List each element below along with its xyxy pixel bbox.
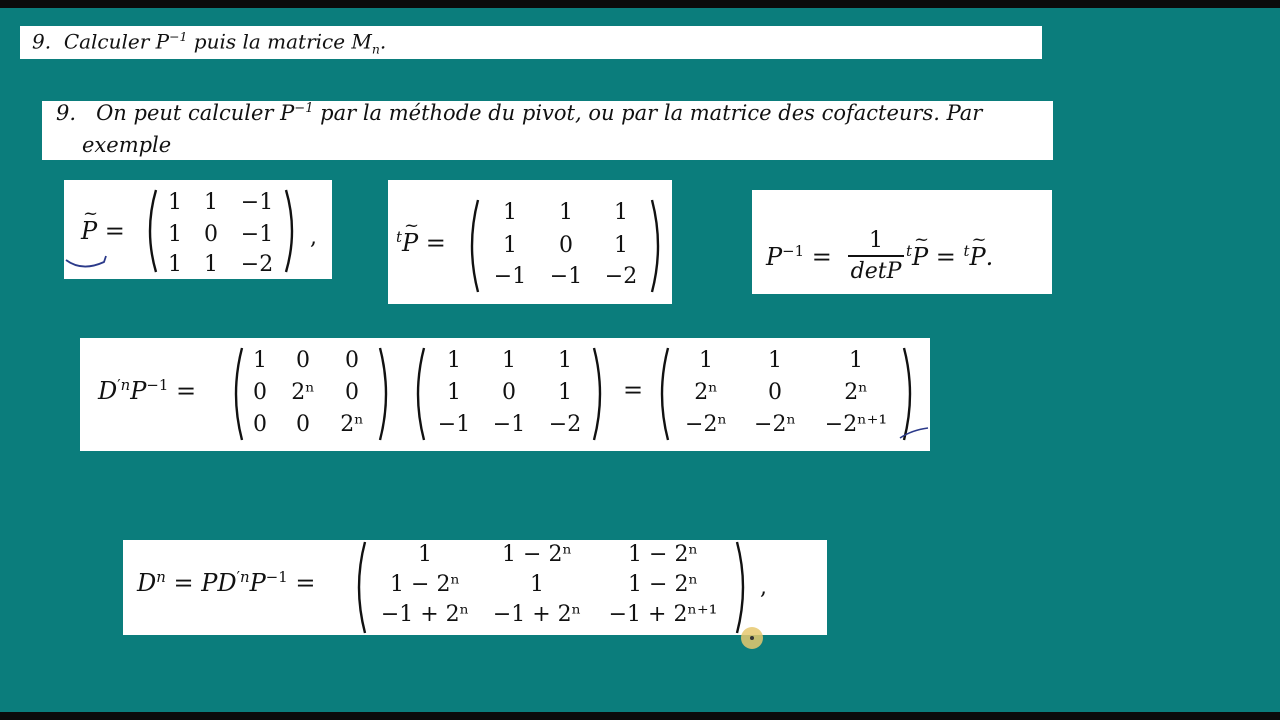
question-p: P bbox=[155, 29, 170, 54]
question-inverse-exp: −1 bbox=[169, 29, 188, 44]
question-number: 9. bbox=[32, 29, 52, 54]
dn-cell: 1 − 2ⁿ bbox=[628, 542, 698, 567]
fraction-denominator: detP bbox=[850, 259, 902, 284]
dnp-m1-cell: 0 bbox=[253, 380, 267, 405]
transpose-t: t bbox=[906, 242, 912, 260]
dnp-m3-cell: 1 bbox=[768, 348, 782, 373]
t-p-tilde-cell: 1 bbox=[503, 200, 517, 225]
dn-cell: −1 + 2ⁿ bbox=[492, 602, 582, 627]
p-inverse-end: . bbox=[985, 243, 994, 271]
dn-cell: 1 − 2ⁿ bbox=[502, 542, 572, 567]
dnp-m3-cell: 1 bbox=[849, 348, 863, 373]
dnp-m2-cell: 0 bbox=[502, 380, 516, 405]
dnp-m2-right-paren bbox=[592, 346, 608, 442]
question-m: M bbox=[351, 29, 372, 54]
p-inverse-fraction bbox=[848, 228, 904, 284]
dnp-n: n bbox=[120, 376, 131, 394]
p-inverse-equals-2: = bbox=[928, 243, 964, 271]
dnp-m1-right-paren bbox=[378, 346, 394, 442]
dnp-m2-cell: 1 bbox=[558, 380, 572, 405]
p-tilde-right-paren bbox=[284, 188, 300, 274]
p-tilde-symbol: ~ P bbox=[970, 243, 986, 271]
answer-number: 9. bbox=[56, 101, 77, 125]
dn-comma: , bbox=[760, 575, 767, 600]
dn-eq: = bbox=[165, 569, 202, 597]
dnp-card bbox=[80, 338, 930, 451]
p-inverse-equals: = bbox=[811, 243, 832, 271]
dnp-d: D bbox=[98, 377, 118, 405]
dn-cell: 1 − 2ⁿ bbox=[628, 572, 698, 597]
dnp-p: P bbox=[130, 377, 147, 405]
p-tilde-cell: 1 bbox=[168, 222, 182, 247]
p-tilde-comma: , bbox=[310, 225, 317, 250]
dnp-m1-cell: 0 bbox=[253, 412, 267, 437]
p-tilde-equals: = bbox=[104, 217, 125, 245]
dnp-equals-2: = bbox=[623, 376, 644, 404]
t-p-tilde-cell: 1 bbox=[614, 233, 628, 258]
dnp-m1-cell: 0 bbox=[296, 348, 310, 373]
dn-left-paren bbox=[351, 540, 367, 635]
dnp-m3-cell: 1 bbox=[699, 348, 713, 373]
dnp-m3-cell: 2ⁿ bbox=[844, 380, 868, 405]
p-inverse-card bbox=[752, 190, 1052, 294]
p-tilde-cell: 1 bbox=[168, 252, 182, 277]
p-tilde-card bbox=[64, 180, 332, 279]
dnp-lhs bbox=[98, 376, 196, 405]
cursor-pointer-highlight bbox=[741, 627, 763, 649]
answer-line-2: exemple bbox=[82, 133, 172, 157]
dnp-m2-cell: 1 bbox=[447, 348, 461, 373]
dnp-m3-cell: −2ⁿ bbox=[754, 412, 796, 437]
dnp-m3-left-paren bbox=[654, 346, 670, 442]
p-tilde-cell: −1 bbox=[240, 190, 274, 215]
p-inverse-exp: −1 bbox=[782, 242, 805, 260]
dn-pd: PD bbox=[201, 569, 237, 597]
dn-cell: 1 bbox=[418, 542, 432, 567]
question-card bbox=[20, 26, 1042, 59]
p-inverse-rhs bbox=[906, 242, 993, 271]
t-p-tilde-cell: 1 bbox=[559, 200, 573, 225]
dnp-equals: = bbox=[175, 377, 197, 405]
dnp-m1-cell: 0 bbox=[345, 380, 359, 405]
dn-cell: −1 + 2ⁿ⁺¹ bbox=[608, 602, 718, 627]
t-p-tilde-equals: = bbox=[425, 229, 446, 257]
dnp-m3-cell: 0 bbox=[768, 380, 782, 405]
dn-cell: −1 + 2ⁿ bbox=[380, 602, 470, 627]
fraction-numerator: 1 bbox=[869, 228, 883, 253]
handwritten-underline-mark bbox=[64, 252, 112, 272]
dn-prime: ′ bbox=[236, 568, 240, 586]
answer-line1-after: par la méthode du pivot, ou par la matrice des cofacteurs. Par bbox=[313, 101, 983, 125]
p-tilde-cell: −1 bbox=[240, 222, 274, 247]
p-tilde-cell: 1 bbox=[168, 190, 182, 215]
dnp-m3-cell: −2ⁿ⁺¹ bbox=[824, 412, 888, 437]
dnp-m1-cell: 0 bbox=[345, 348, 359, 373]
t-p-tilde-cell: −1 bbox=[493, 264, 527, 289]
question-end: . bbox=[379, 29, 387, 54]
dnp-m1-cell: 2ⁿ bbox=[340, 412, 364, 437]
dn-n: n bbox=[156, 568, 166, 586]
dnp-m2-cell: 1 bbox=[447, 380, 461, 405]
dn-cell: 1 − 2ⁿ bbox=[390, 572, 460, 597]
question-text bbox=[32, 29, 386, 57]
t-p-tilde-left-paren bbox=[464, 198, 480, 294]
dn-right-paren bbox=[735, 540, 751, 635]
p-tilde-cell: 1 bbox=[204, 190, 218, 215]
dnp-m1-cell: 1 bbox=[253, 348, 267, 373]
dn-d: D bbox=[137, 569, 157, 597]
p-tilde-lhs bbox=[81, 217, 125, 245]
answer-line1-before: On peut calculer bbox=[96, 101, 281, 125]
dn-card bbox=[123, 540, 827, 635]
transpose-t: t bbox=[396, 228, 402, 246]
dn-exp: −1 bbox=[265, 568, 288, 586]
handwritten-check-mark bbox=[898, 424, 930, 442]
dn-n2: n bbox=[240, 568, 250, 586]
answer-p: P bbox=[280, 101, 295, 125]
t-p-tilde-cell: −1 bbox=[549, 264, 583, 289]
question-text-middle: puis la matrice bbox=[187, 29, 352, 54]
dn-p: P bbox=[249, 569, 266, 597]
top-bar bbox=[0, 0, 1280, 8]
dnp-m3-cell: −2ⁿ bbox=[685, 412, 727, 437]
dnp-m1-cell: 2ⁿ bbox=[291, 380, 315, 405]
p-tilde-left-paren bbox=[142, 188, 158, 274]
dnp-prime: ′ bbox=[117, 376, 121, 394]
t-p-tilde-cell: 1 bbox=[614, 200, 628, 225]
p-tilde-cell: −2 bbox=[240, 252, 274, 277]
dn-lhs bbox=[137, 568, 315, 597]
dn-equals: = bbox=[295, 569, 316, 597]
p-tilde-symbol: ~ P bbox=[912, 243, 928, 271]
t-p-tilde-cell: 1 bbox=[503, 233, 517, 258]
t-p-tilde-lhs bbox=[396, 228, 446, 257]
answer-inverse-exp: −1 bbox=[294, 101, 314, 116]
answer-line-1 bbox=[56, 101, 982, 125]
dnp-m2-cell: −1 bbox=[437, 412, 471, 437]
fraction-bar bbox=[848, 255, 904, 257]
t-p-tilde-cell: 0 bbox=[559, 233, 573, 258]
p-tilde-cell: 0 bbox=[204, 222, 218, 247]
dnp-m3-cell: 2ⁿ bbox=[694, 380, 718, 405]
t-p-tilde-cell: −2 bbox=[604, 264, 638, 289]
t-p-tilde-right-paren bbox=[650, 198, 666, 294]
transpose-t: t bbox=[963, 242, 970, 260]
dnp-m2-left-paren bbox=[410, 346, 426, 442]
p-inverse-lhs bbox=[766, 242, 832, 271]
dnp-m1-cell: 0 bbox=[296, 412, 310, 437]
dnp-m1-left-paren bbox=[228, 346, 244, 442]
question-text-before: Calculer bbox=[63, 29, 156, 54]
dnp-m2-cell: 1 bbox=[558, 348, 572, 373]
dnp-m2-cell: −2 bbox=[548, 412, 582, 437]
t-p-tilde-symbol: ~ P bbox=[402, 229, 418, 257]
bottom-bar bbox=[0, 712, 1280, 720]
t-p-tilde-card bbox=[388, 180, 672, 304]
dnp-m2-cell: 1 bbox=[502, 348, 516, 373]
p-inverse-p: P bbox=[766, 243, 783, 271]
dnp-m2-cell: −1 bbox=[492, 412, 526, 437]
p-tilde-symbol: ~ P bbox=[81, 217, 97, 245]
answer-card bbox=[42, 101, 1053, 160]
p-tilde-cell: 1 bbox=[204, 252, 218, 277]
dnp-exp: −1 bbox=[146, 376, 169, 394]
question-m-sub: n bbox=[371, 41, 380, 57]
dn-cell: 1 bbox=[530, 572, 544, 597]
